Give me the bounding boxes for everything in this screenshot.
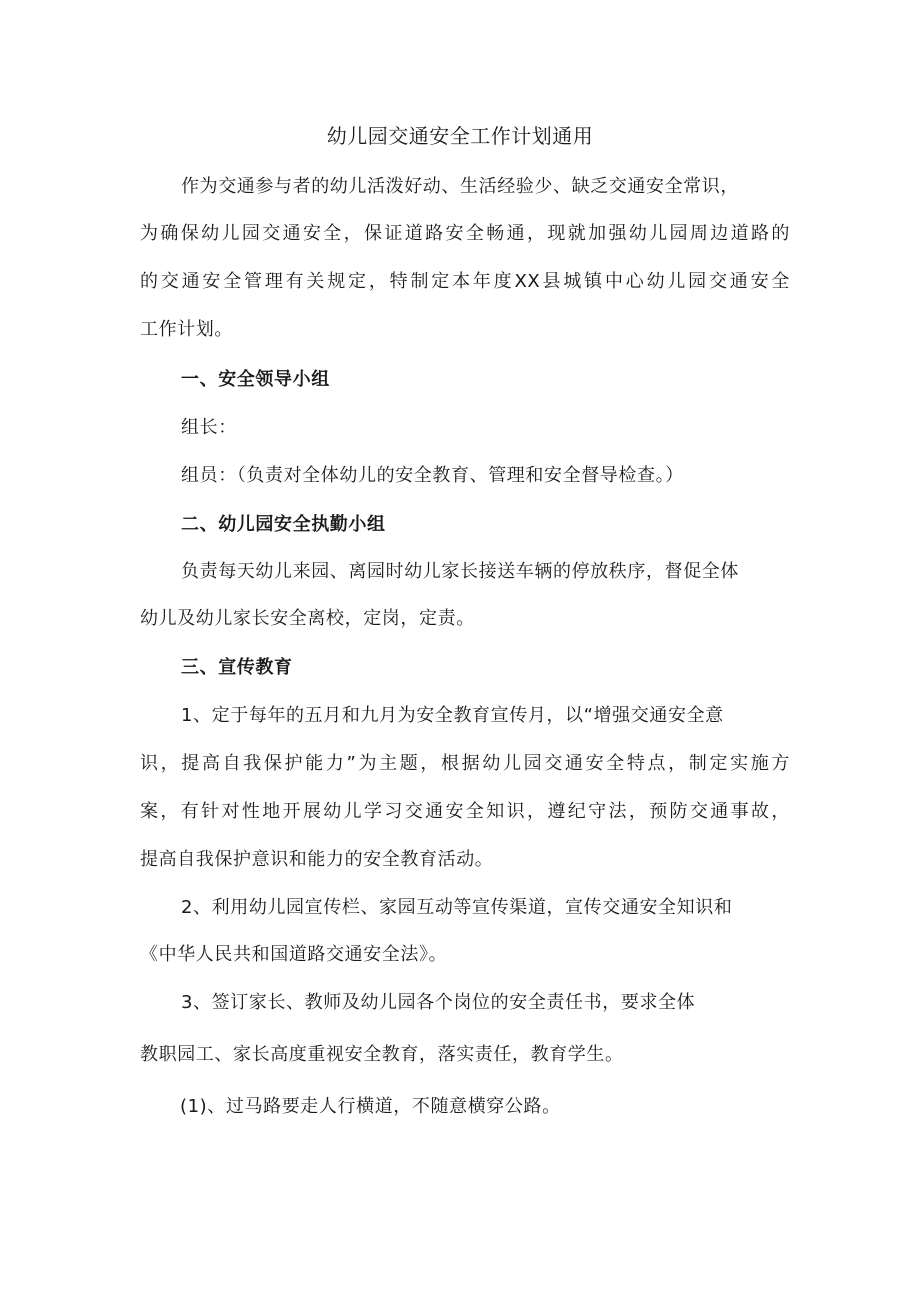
section3-item2-line-2: 《中华人民共和国道路交通安全法》。	[140, 944, 448, 965]
section3-item3-line-2: 教职园工、家长高度重视安全教育，落实责任，教育学生。	[140, 1044, 624, 1065]
intro-line-2: 为确保幼儿园交通安全，保证道路安全畅通，现就加强幼儿园周边道路的	[140, 223, 790, 244]
section3-item1-line-3: 案，有针对性地开展幼儿学习交通安全知识，遵纪守法，预防交通事故，	[140, 801, 790, 822]
intro-line-4: 工作计划。	[140, 319, 233, 340]
section1-heading: 一、安全领导小组	[181, 369, 330, 390]
document-title: 幼儿园交通安全工作计划通用	[326, 124, 594, 148]
section2-line-2: 幼儿及幼儿家长安全离校，定岗，定责。	[140, 608, 475, 629]
section2-line-1: 负责每天幼儿来园、离园时幼儿家长接送车辆的停放秩序，督促全体	[181, 561, 739, 582]
section3-item2-line-1: 2、利用幼儿园宣传栏、家园互动等宣传渠道，宣传交通安全知识和	[181, 897, 733, 918]
section3-sub-item-1: (1)、过马路要走人行横道，不随意横穿公路。	[180, 1096, 561, 1117]
section3-item1-line-1: 1、定于每年的五月和九月为安全教育宣传月，以“增强交通安全意	[181, 705, 724, 726]
intro-line-1: 作为交通参与者的幼儿活泼好动、生活经验少、缺乏交通安全常识，	[181, 176, 739, 197]
section1-members: 组员：（负责对全体幼儿的安全教育、管理和安全督导检查。）	[181, 465, 684, 486]
section3-item3-line-1: 3、签订家长、教师及幼儿园各个岗位的安全责任书，要求全体	[181, 992, 696, 1013]
section3-item1-line-2: 识，提高自我保护能力”为主题，根据幼儿园交通安全特点，制定实施方	[140, 753, 790, 774]
section3-item1-line-4: 提高自我保护意识和能力的安全教育活动。	[140, 849, 494, 870]
section2-heading: 二、幼儿园安全执勤小组	[181, 514, 386, 535]
intro-line-3: 的交通安全管理有关规定，特制定本年度XX县城镇中心幼儿园交通安全	[140, 271, 790, 292]
section1-leader: 组长：	[181, 417, 237, 438]
section3-heading: 三、宣传教育	[181, 657, 293, 678]
